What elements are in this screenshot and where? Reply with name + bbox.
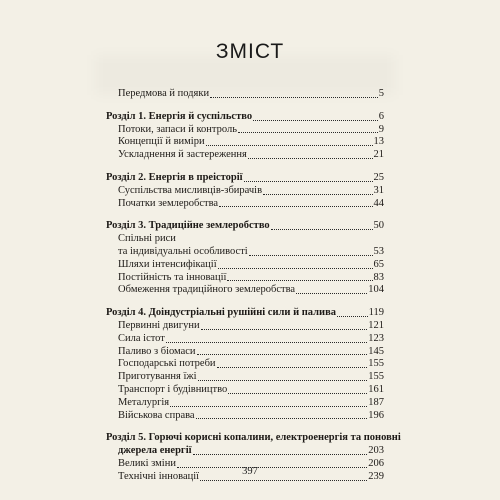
dot-leader bbox=[244, 181, 373, 182]
toc-entry-page: 155 bbox=[368, 371, 384, 383]
toc-entry-page: 13 bbox=[373, 136, 384, 148]
dot-leader bbox=[198, 380, 368, 381]
toc-entry bbox=[106, 284, 384, 297]
dot-leader bbox=[271, 229, 373, 230]
toc-entry-page: 53 bbox=[373, 245, 384, 257]
toc-entry bbox=[106, 136, 384, 149]
toc-section-page: 203 bbox=[368, 445, 384, 457]
dot-leader bbox=[166, 342, 367, 343]
dot-leader bbox=[228, 393, 367, 394]
toc-entry-page: 83 bbox=[373, 271, 384, 283]
toc-entry bbox=[106, 320, 384, 333]
toc-entry-page: 206 bbox=[368, 457, 384, 469]
toc-entry bbox=[106, 358, 384, 371]
dot-leader bbox=[200, 480, 367, 481]
dot-leader bbox=[219, 206, 372, 207]
toc-entry bbox=[106, 333, 384, 346]
toc-entry-page: 31 bbox=[373, 184, 384, 196]
toc-entry-label: Потоки, запаси й контроль bbox=[118, 123, 238, 135]
toc-section-heading bbox=[106, 432, 401, 445]
toc-section-heading bbox=[106, 220, 384, 233]
dot-leader bbox=[217, 367, 368, 368]
dot-leader bbox=[210, 97, 378, 98]
page-number: 397 bbox=[242, 466, 258, 477]
toc-entry-label: Паливо з біомаси bbox=[118, 345, 196, 357]
toc-entry-page: 161 bbox=[368, 383, 384, 395]
toc-entry-page: 155 bbox=[368, 358, 384, 370]
toc-section-heading bbox=[106, 307, 384, 320]
toc-section-label: Розділ 1. Енергія й суспільство bbox=[106, 110, 253, 122]
toc-entry bbox=[106, 272, 384, 285]
toc-entry-page: 196 bbox=[368, 409, 384, 421]
dot-leader bbox=[253, 120, 378, 121]
toc-entry-page: 9 bbox=[378, 123, 384, 135]
table-of-contents bbox=[106, 88, 401, 484]
toc-entry-page: 123 bbox=[368, 332, 384, 344]
page-title: ЗМІСТ bbox=[215, 40, 285, 63]
toc-entry bbox=[106, 371, 384, 384]
toc-entry bbox=[106, 88, 384, 101]
toc-entry-label: Технічні інновації bbox=[118, 470, 200, 482]
dot-leader bbox=[197, 354, 368, 355]
toc-entry bbox=[106, 346, 384, 359]
toc-section-page: 119 bbox=[368, 307, 384, 319]
toc-entry bbox=[106, 259, 384, 272]
dot-leader bbox=[238, 132, 378, 133]
dot-leader bbox=[193, 454, 368, 455]
toc-entry-label: Концепції й виміри bbox=[118, 136, 205, 148]
toc-entry-label: Обмеження традиційного землеробства bbox=[118, 284, 296, 296]
toc-entry-label: Металургія bbox=[118, 396, 170, 408]
toc-entry-page: 239 bbox=[368, 470, 384, 482]
toc-entry-label: Транспорт і будівництво bbox=[118, 383, 228, 395]
dot-leader bbox=[206, 145, 373, 146]
toc-entry bbox=[106, 384, 384, 397]
toc-section-label: Розділ 2. Енергія в преісторії bbox=[106, 171, 243, 183]
toc-section-label: Розділ 5. Горючі корисні копалини, електроенергія та поновні bbox=[106, 432, 401, 444]
toc-entry bbox=[106, 397, 384, 410]
toc-entry-page: 65 bbox=[373, 258, 384, 270]
dot-leader bbox=[248, 158, 373, 159]
toc-entry-page: 44 bbox=[373, 197, 384, 209]
toc-entry bbox=[106, 124, 384, 137]
toc-entry-label: Приготування їжі bbox=[118, 371, 197, 383]
toc-entry bbox=[106, 410, 384, 423]
toc-entry-page: 104 bbox=[368, 284, 384, 296]
toc-section-page: 25 bbox=[373, 171, 384, 183]
dot-leader bbox=[249, 255, 373, 256]
toc-section-label: Розділ 3. Традиційне землеробство bbox=[106, 220, 270, 232]
dot-leader bbox=[337, 316, 368, 317]
toc-section-page: 50 bbox=[373, 220, 384, 232]
toc-entry bbox=[106, 198, 384, 211]
dot-leader bbox=[196, 418, 368, 419]
toc-entry-label: Шляхи інтенсифікації bbox=[118, 258, 217, 270]
toc-entry-label: та індивідуальні особливості bbox=[118, 245, 248, 257]
toc-entry-label: Постійність та інновації bbox=[118, 271, 227, 283]
dot-leader bbox=[227, 280, 372, 281]
dot-leader bbox=[201, 329, 368, 330]
toc-entry-page: 121 bbox=[368, 319, 384, 331]
toc-entry bbox=[106, 185, 384, 198]
toc-entry-page: 187 bbox=[368, 396, 384, 408]
dot-leader bbox=[296, 293, 367, 294]
toc-entry-label: Ускладнення й застереження bbox=[118, 149, 247, 161]
toc-entry-label: Суспільства мисливців-збирачів bbox=[118, 184, 263, 196]
toc-entry-page: 145 bbox=[368, 345, 384, 357]
toc-section-label: джерела енергії bbox=[118, 445, 192, 457]
toc-entry-page: 5 bbox=[378, 88, 384, 99]
toc-entry-label: Початки землеробства bbox=[118, 197, 219, 209]
toc-section-label: Розділ 4. Доіндустріальні рушійні сили й палива bbox=[106, 307, 337, 319]
toc-section-heading bbox=[106, 172, 384, 185]
dot-leader bbox=[170, 406, 367, 407]
toc-entry-label: Військова справа bbox=[118, 409, 195, 421]
toc-section-heading bbox=[106, 111, 384, 124]
toc-entry-label: Первинні двигуни bbox=[118, 319, 200, 331]
toc-entry-page: 21 bbox=[373, 149, 384, 161]
toc-entry bbox=[106, 233, 384, 246]
toc-section-heading-continued bbox=[106, 445, 384, 458]
toc-entry-label: Спільні риси bbox=[118, 233, 176, 245]
toc-section-page: 6 bbox=[378, 110, 384, 122]
dot-leader bbox=[218, 268, 373, 269]
toc-entry-label: Передмова й подяки bbox=[118, 88, 210, 99]
toc-entry-label: Сила істот bbox=[118, 332, 165, 344]
toc-entry bbox=[106, 149, 384, 162]
toc-entry bbox=[106, 246, 384, 259]
dot-leader bbox=[263, 194, 372, 195]
toc-entry-label: Великі зміни bbox=[118, 457, 176, 469]
toc-entry-label: Господарські потреби bbox=[118, 358, 216, 370]
